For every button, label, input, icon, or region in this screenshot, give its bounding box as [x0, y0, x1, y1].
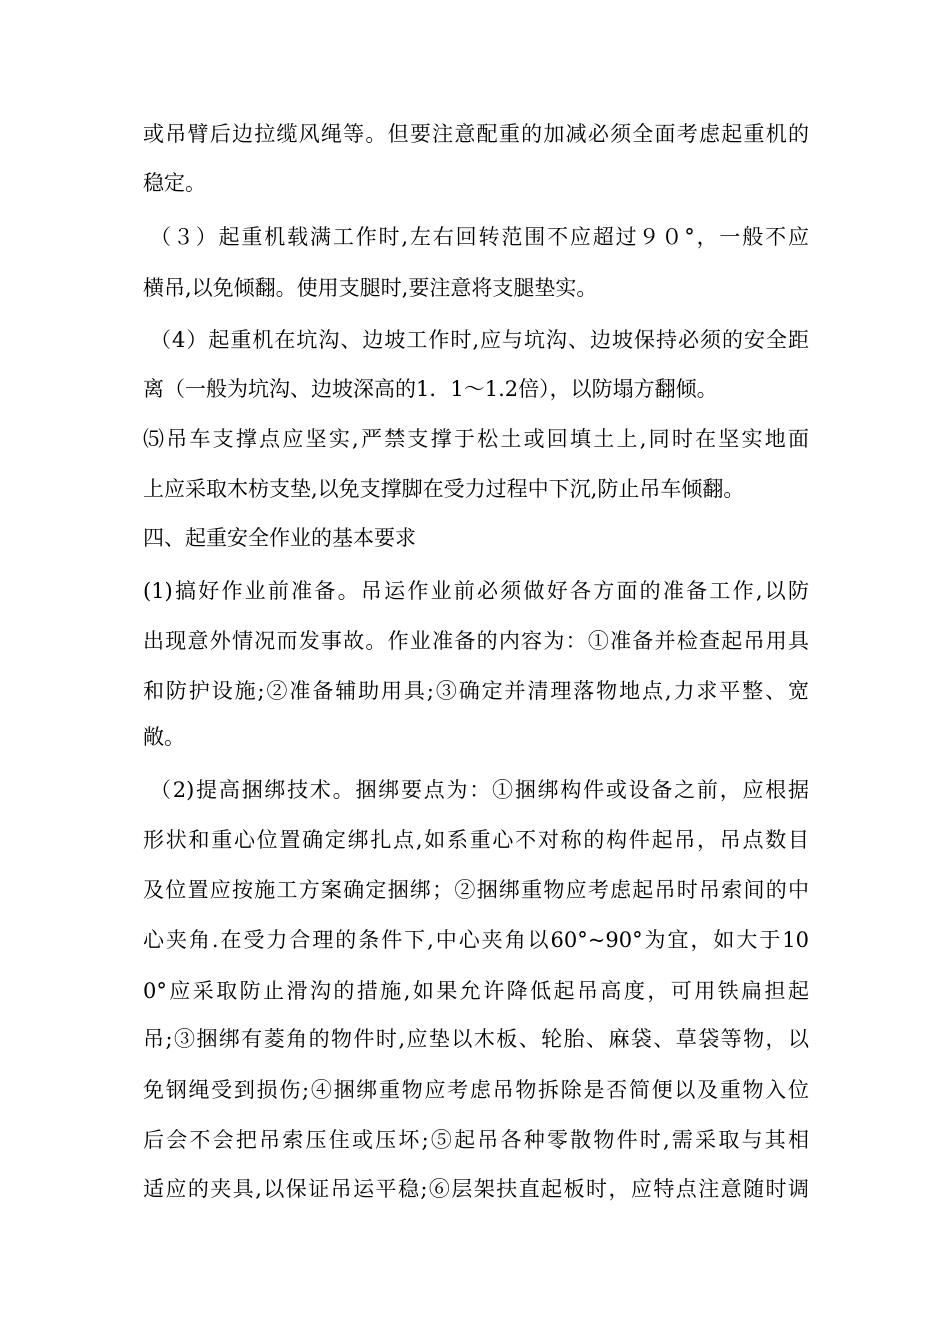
text-line: 心夹角.在受力合理的条件下,中心夹角以60°~90°为宜，如大于10	[143, 928, 809, 952]
text-line: 及位置应按施工方案确定捆绑；②捆绑重物应考虑起吊时吊索间的中	[143, 878, 809, 902]
text-line: 形状和重心位置确定绑扎点,如系重心不对称的构件起吊，吊点数目	[143, 828, 809, 852]
text-line: （３）起重机载满工作时,左右回转范围不应超过９０°，一般不应	[150, 225, 809, 249]
text-line: 上应采取木枋支垫,以免支撑脚在受力过程中下沉,防止吊车倾翻。	[143, 477, 745, 501]
text-line: ⑸吊车支撑点应坚实,严禁支撑于松土或回填土上,同时在坚实地面	[143, 427, 809, 451]
text-line: 后会不会把吊索压住或压坏;⑤起吊各种零散物件时,需采取与其相	[143, 1128, 809, 1152]
text-line: 横吊,以免倾翻。使用支腿时,要注意将支腿垫实。	[143, 276, 598, 300]
text-line: (1)搞好作业前准备。吊运作业前必须做好各方面的准备工作,以防	[143, 579, 809, 603]
text-line: 吊;③捆绑有菱角的物件时,应垫以木板、轮胎、麻袋、草袋等物，以	[143, 1027, 809, 1051]
text-line: 0°应采取防止滑沟的措施,如果允许降低起吊高度，可用铁扁担起	[143, 979, 809, 1003]
text-line: 出现意外情况而发事故。作业准备的内容为：①准备并检查起吊用具	[143, 629, 809, 653]
text-line: 和防护设施;②准备辅助用具;③确定并清理落物地点,力求平整、宽	[143, 679, 809, 703]
section-heading: 四、起重安全作业的基本要求	[143, 526, 416, 550]
text-line: （4）起重机在坑沟、边坡工作时,应与坑沟、边坡保持必须的安全距	[150, 328, 809, 352]
text-line: 敞。	[143, 725, 185, 749]
text-line: 或吊臂后边拉缆风绳等。但要注意配重的加减必须全面考虑起重机的	[143, 122, 809, 146]
text-line: 离（一般为坑沟、边坡深高的1．1～1.2倍），以防塌方翻倾。	[143, 377, 718, 401]
text-line: 免钢绳受到损伤;④捆绑重物应考虑吊物拆除是否简便以及重物入位	[143, 1078, 809, 1102]
text-line: （2)提高捆绑技术。捆绑要点为：①捆绑构件或设备之前，应根据	[150, 778, 809, 802]
text-line: 适应的夹具,以保证吊运平稳;⑥层架扶直起板时，应特点注意随时调	[143, 1177, 809, 1201]
text-line: 稳定。	[143, 171, 206, 195]
